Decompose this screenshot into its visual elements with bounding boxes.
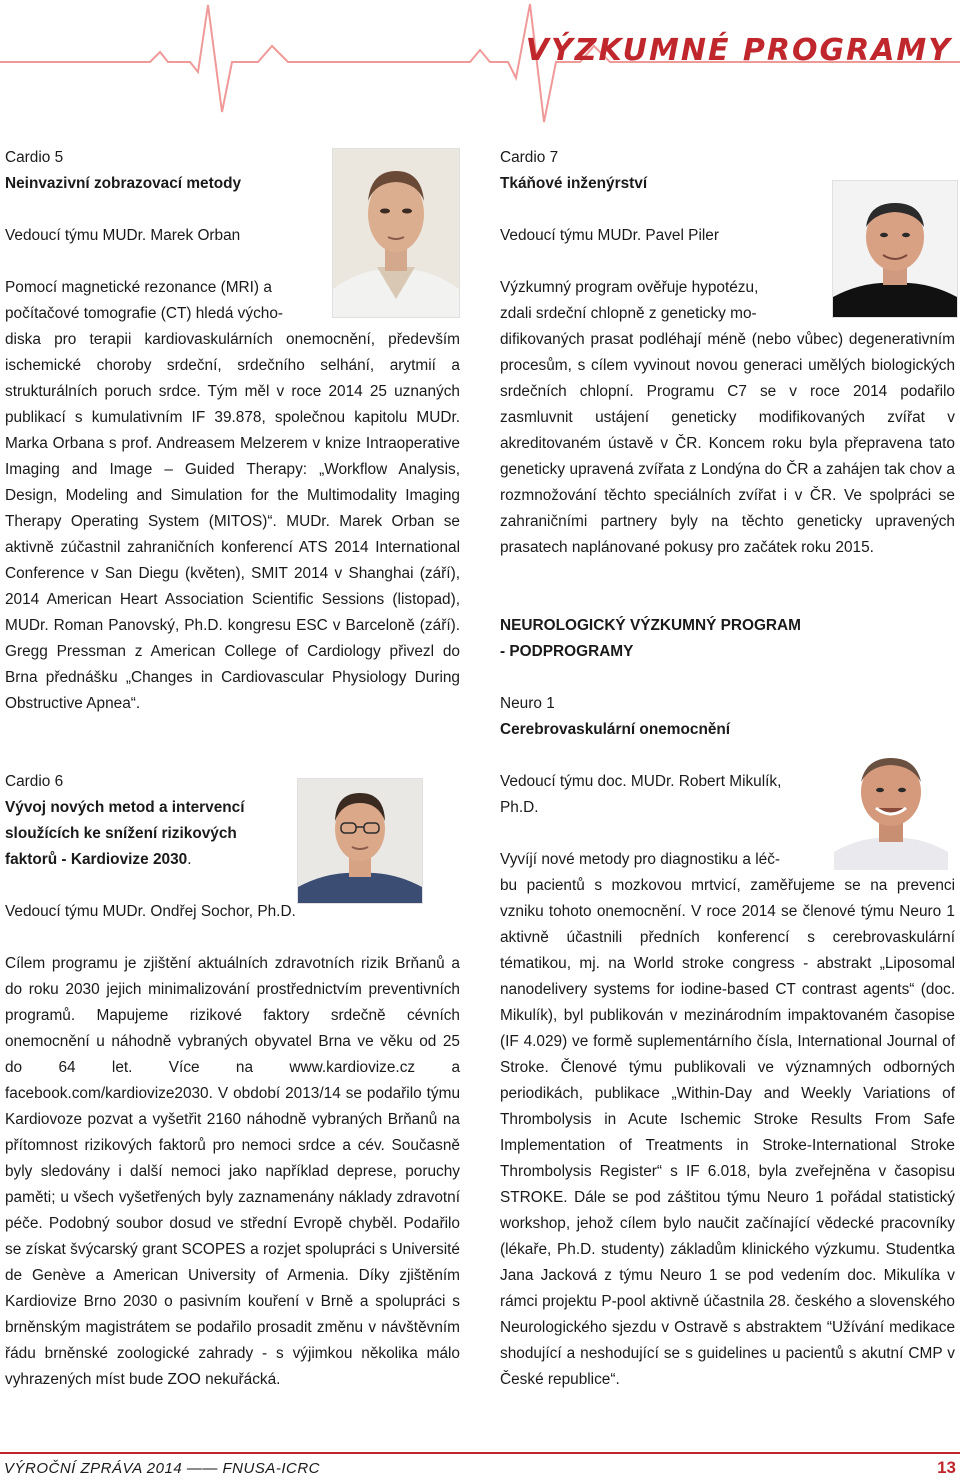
- neuro1-leader-line-2: Ph.D.: [500, 799, 539, 816]
- cardio5-leader: Vedoucí týmu MUDr. Marek Orban: [5, 227, 241, 244]
- page-footer: [0, 1452, 960, 1480]
- cardio6-heading-line-3: faktorů - Kardiovize 2030: [5, 851, 188, 868]
- cardio7-body: difikovaných prasat podléhají méně (nebo vůbec) degenerativním procesům, s cílem vyvinout novou generaci umělých biologických srdečních chlopní. Programu C7 se v roce 2014 podařilo zasmluvnit ustájení geneticky modifikovaných zvířat v akreditovaném ústavě v ČR. Koncem roku byla přepravena tato geneticky upravená zvířata z Londýna do ČR a zahájen tak chov a rozmnožování těchto speciálních zvířat i v ČR. Ve spolpráci se zahraničními partnery byly na těchto geneticky upravených prasatech naplánované pokusy pro začátek roku 2015.: [500, 331, 955, 556]
- neuro1-line-1: Vyvíjí nové metody pro diagnostiku a léč-: [500, 851, 781, 868]
- neuro1-leader-line-1: Vedoucí týmu doc. MUDr. Robert Mikulík,: [500, 773, 782, 790]
- cardio6-kicker: Cardio 6: [5, 773, 64, 790]
- portrait-pavel-piler: [832, 180, 958, 318]
- neuro1-kicker: Neuro 1: [500, 695, 555, 712]
- cardio6-leader: Vedoucí týmu MUDr. Ondřej Sochor, Ph.D.: [5, 903, 296, 920]
- cardio5-kicker: Cardio 5: [5, 149, 64, 166]
- portrait-marek-orban: [332, 148, 460, 318]
- cardio7-kicker: Cardio 7: [500, 149, 559, 166]
- cardio6-heading-period: .: [187, 851, 192, 868]
- cardio7-line-2: zdali srdeční chlopně z geneticky mo-: [500, 305, 757, 322]
- neuro-section: [500, 613, 955, 1393]
- cardio5-line-2: počítačové tomografie (CT) hledá výcho-: [5, 305, 284, 322]
- cardio6-heading-line-2: sloužících ke snížení rizikových: [5, 825, 237, 842]
- neuro1-body: bu pacientů s mozkovou mrtvicí, zaměřujeme se na prevenci vzniku tohoto onemocnění. V roce 2014 se členové týmu Neuro 1 aktivně účastnili předních konferencí s cerebrovaskulární tématikou, mj. na World stroke congress - abstrakt „Liposomal nanodelivery systems for iodine-based CT contrast agents“ (doc. Mikulík), byl publikován v mezinárodním impaktovaném časopise (IF 4.029) ve formě suplementárního čísla, International Journal of Stroke. Členové týmu publikovali ve významných odborných periodikách, publikace „Within-Day and Weekly Variations of Thrombolysis in Acute Ischemic Stroke Results From Safe Implementation of Treatments in Stroke-International Stroke Thrombolysis Register“ s IF 6.018, byla zveřejněna v časopisu STROKE. Dále se pod záštitou týmu Neuro 1 pořádal statistický workshop, jehož cílem bylo naučit začínající vědecké pracovníky (lékaře, Ph.D. studenty) základům klinického výzkumu. Studentka Jana Jacková z týmu Neuro 1 se pod vedením doc. Mikulíka v rámci projektu P-pool aktivně účastnila 28. českého a slovenského Neurologického sjezdu v Ostravě s abstraktem “Užívání medikace shodující a neshodující se s guidelines u pacientů s akutní CMP v České republice“.: [500, 877, 955, 1388]
- footer-report-title: VÝROČNÍ ZPRÁVA 2014 —— FNUSA-ICRC: [4, 1460, 321, 1477]
- neuro1-heading: Cerebrovaskulární onemocnění: [500, 721, 731, 738]
- cardio5-heading: Neinvazivní zobrazovací metody: [5, 175, 242, 192]
- portrait-robert-mikulik: [826, 740, 956, 870]
- page-title: VÝZKUMNÉ PROGRAMY: [525, 33, 952, 68]
- cardio6-body: Cílem programu je zjištění aktuálních zdravotních rizik Brňanů a do roku 2030 jejich minimalizování prostřednictvím preventivních programů. Mapujeme rizikové faktory srdečně cévních onemocnění u náhodně vybraných obyvatel Brna ve věku od 25 do 64 let. Více na www.kardiovize.cz a facebook.com/kardiovize2030. V období 2013/14 se podařilo týmu Kardiovoze pozvat a vyšetřit 2160 náhodně vybraných Brňanů na přítomnost rizikových faktorů pro nemoci srdce a cév. Současně byly sledovány i další nemoci jako například deprese, poruchy paměti; u všech vyšetřených byly zaznamenány náklady zdravotní péče. Podobný soubor dosud ve střední Evropě chyběl. Podařilo se získat švýcarský grant SCOPES a rozjet spolupráci s Université de Genève a American University of Armenia. Díky zjištěním Kardiovize Brno 2030 o pasivním kouření v Brně a spolupráci s brněnským magistrátem se podařilo prosadit změnu v návštěvním řádu brněnské zoologické zahrady - s výjimkou několika málo vyhrazených míst bude ZOO nekuřácká.: [5, 955, 460, 1388]
- cardio7-leader: Vedoucí týmu MUDr. Pavel Piler: [500, 227, 719, 244]
- cardio5-line-1: Pomocí magnetické rezonance (MRI) a: [5, 279, 272, 296]
- footer-rule: [0, 1452, 960, 1454]
- cardio7-heading: Tkáňové inženýrství: [500, 175, 648, 192]
- neuro-section-title-line-2: - PODPROGRAMY: [500, 643, 634, 660]
- page-number: 13: [937, 1458, 956, 1477]
- portrait-ondrej-sochor: [297, 778, 423, 904]
- cardio6-heading-line-1: Vývoj nových metod a intervencí: [5, 799, 245, 816]
- cardio7-line-1: Výzkumný program ověřuje hypotézu,: [500, 279, 759, 296]
- cardio5-body: diska pro terapii kardiovaskulárních onemocnění, především ischemické choroby srdeční, srdečního selhání, arytmií a strukturálních poruch srdce. Tým měl v roce 2014 25 uznaných publikací s kumulativním IF 39.878, společnou kapitolu MUDr. Marka Orbana s prof. Andreasem Melzerem v knize Intraoperative Imaging and Image – Guided Therapy: „Workflow Analysis, Design, Modeling and Simulation for the Multimodality Imaging Therapy Operating System (MITOS)“. MUDr. Marek Orban se aktivně zúčastnil zahraničních konferencí ATS 2014 International Conference v San Diegu (květen), SMIT 2014 v Shanghai (září), 2014 American Heart Association Scientific Sessions (listopad), MUDr. Roman Panovský, Ph.D. kongresu ESC v Barceloně (září). Gregg Pressman z American College of Cardiology přivezl do Brna přednášku „Changes in Cardiovascular Physiology During Obstructive Apnea“.: [5, 331, 460, 712]
- neuro-section-title-line-1: NEUROLOGICKÝ VÝZKUMNÝ PROGRAM: [500, 617, 801, 634]
